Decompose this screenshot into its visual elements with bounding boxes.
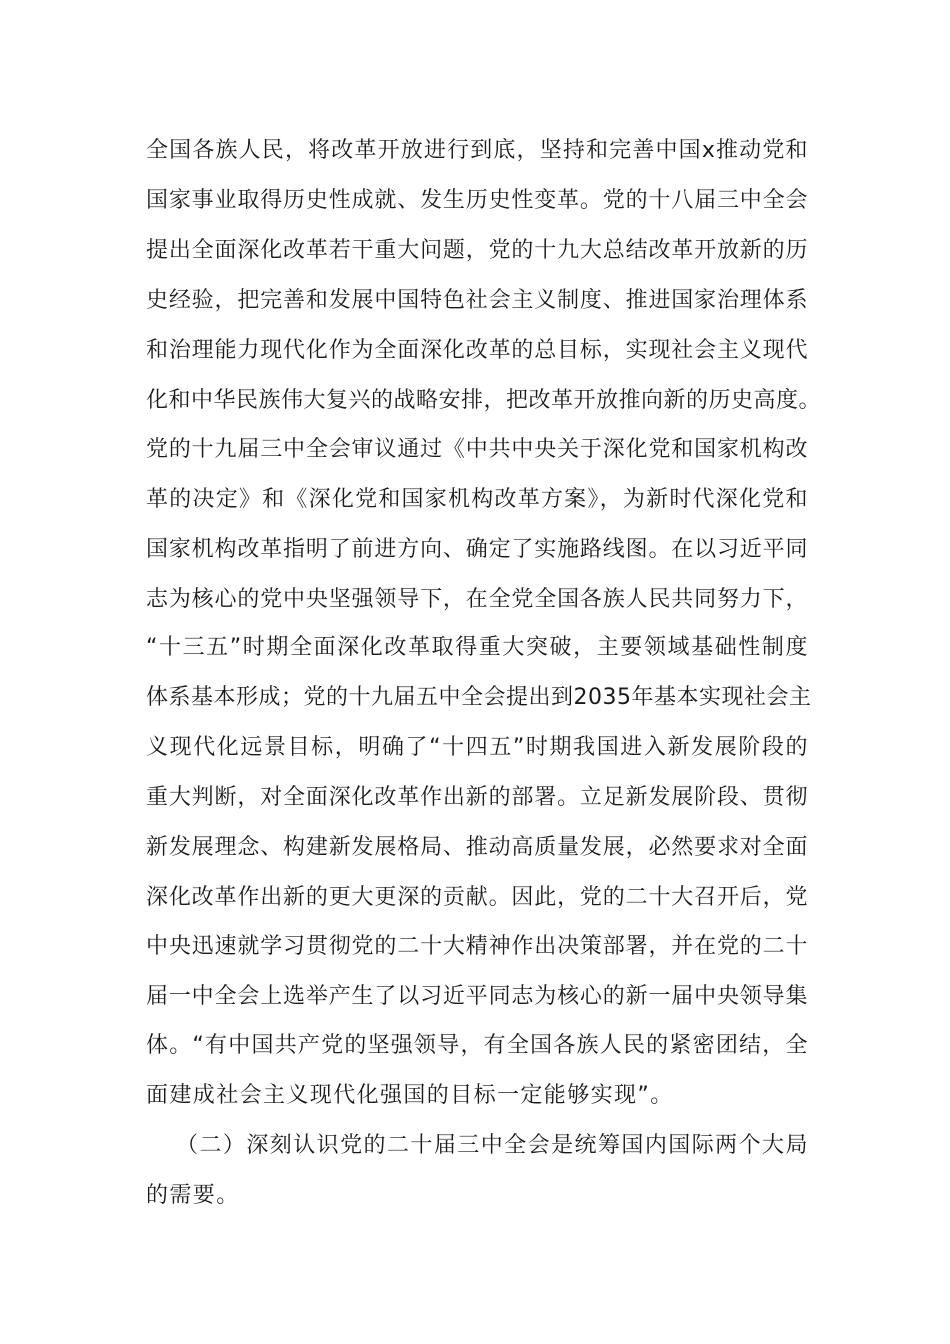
paragraph-line: 届一中全会上选举产生了以习近平同志为核心的新一届中央领导集 [146, 984, 808, 1009]
paragraph-line: 体。“有中国共产党的坚强领导，有全国各族人民的紧密团结，全 [146, 1033, 808, 1058]
paragraph-line: 体系基本形成；党的十九届五中全会提出到2035年基本实现社会主 [146, 685, 812, 710]
paragraph-line: 和治理能力现代化作为全面深化改革的总目标，实现社会主义现代 [146, 338, 808, 363]
paragraph-line: 党的十九届三中全会审议通过《中共中央关于深化党和国家机构改 [146, 437, 808, 462]
paragraph-line: “十三五”时期全面深化改革取得重大突破，主要领域基础性制度 [146, 635, 808, 660]
paragraph-line: 深化改革作出新的更大更深的贡献。因此，党的二十大召开后，党 [146, 885, 808, 910]
heading-line: 的需要。 [146, 1183, 240, 1208]
paragraph-line: 国家机构改革指明了前进方向、确定了实施路线图。在以习近平同 [146, 537, 808, 562]
heading-line: （二）深刻认识党的二十届三中全会是统筹国内国际两个大局 [176, 1133, 808, 1158]
paragraph-line: 化和中华民族伟大复兴的战略安排，把改革开放推向新的历史高度。 [146, 388, 822, 413]
paragraph-line: 史经验，把完善和发展中国特色社会主义制度、推进国家治理体系 [146, 288, 808, 313]
paragraph-line: 革的决定》和《深化党和国家机构改革方案》，为新时代深化党和 [146, 487, 808, 512]
paragraph-line: 提出全面深化改革若干重大问题，党的十九大总结改革开放新的历 [146, 238, 808, 263]
paragraph-line: 中央迅速就学习贯彻党的二十大精神作出决策部署，并在党的二十 [146, 934, 808, 959]
paragraph-line: 新发展理念、构建新发展格局、推动高质量发展，必然要求对全面 [146, 835, 808, 860]
paragraph-line: 重大判断，对全面深化改革作出新的部署。立足新发展阶段、贯彻 [146, 785, 808, 810]
paragraph-line: 国家事业取得历史性成就、发生历史性变革。党的十八届三中全会 [146, 188, 808, 213]
paragraph-line: 全国各族人民，将改革开放进行到底，坚持和完善中国x推动党和 [146, 138, 808, 163]
paragraph-line: 面建成社会主义现代化强国的目标一定能够实现”。 [146, 1083, 674, 1108]
paragraph-line: 义现代化远景目标，明确了“十四五”时期我国进入新发展阶段的 [146, 735, 808, 760]
paragraph-line: 志为核心的党中央坚强领导下，在全党全国各族人民共同努力下， [146, 587, 808, 612]
